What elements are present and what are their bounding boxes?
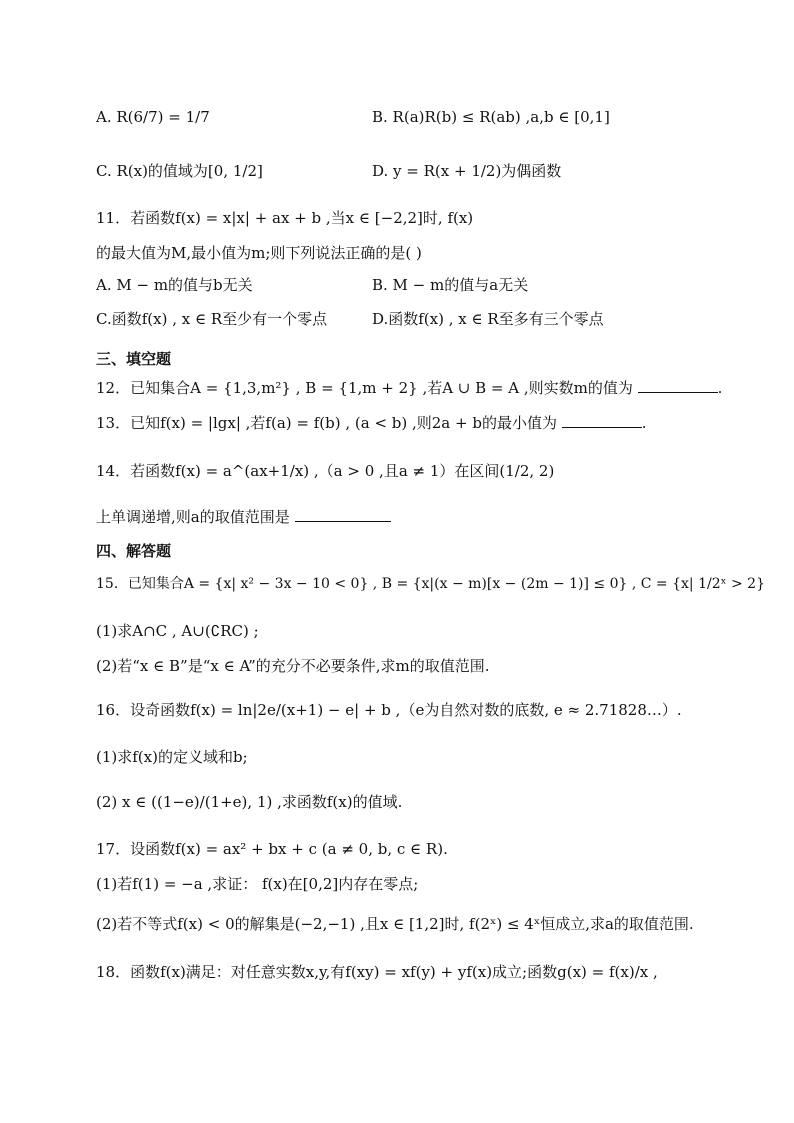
q12-period: . xyxy=(717,379,723,397)
q11-stem: 11．若函数f(x) = x|x| + ax + b ,当x ∈ [−2,2]时, f(x) xyxy=(96,209,474,227)
q12-stem xyxy=(96,377,722,399)
q15-stem: 15．已知集合A = {x| x² − 3x − 10 < 0} , B = {x|(x − m)[x − (2m − 1)] ≤ 0} , C = {x| 1/2ˣ > 2} xyxy=(96,576,765,592)
q17-stem: 17．设函数f(x) = ax² + bx + c (a ≠ 0, b, c ∈ R). xyxy=(96,840,448,858)
q11-stem-cont: 的最大值为M,最小值为m;则下列说法正确的是( ) xyxy=(96,244,422,262)
q13-text: 13．已知f(x) = |lgx| ,若f(a) = f(b) , (a < b) ,则2a + b的最小值为 xyxy=(96,414,557,432)
q11-option-a: A. M − m的值与b无关 xyxy=(96,276,253,294)
section-answer-title: 四、解答题 xyxy=(96,542,172,560)
q18-stem: 18．函数f(x)满足：对任意实数x,y,有f(xy) = xf(y) + yf(x)成立;函数g(x) = f(x)/x , xyxy=(96,963,658,981)
q15-part-2: (2)若“x ∈ B”是“x ∈ A”的充分不必要条件,求m的取值范围. xyxy=(96,657,490,675)
q14-text: 上单调递增,则a的取值范围是 xyxy=(96,508,290,526)
q14-stem-cont xyxy=(96,506,391,528)
q11-option-d: D.函数f(x) , x ∈ R至多有三个零点 xyxy=(372,310,604,328)
q10-option-c: C. R(x)的值域为[0, 1/2] xyxy=(96,162,263,180)
q10-option-d: D. y = R(x + 1/2)为偶函数 xyxy=(372,162,562,180)
q10-option-b: B. R(a)R(b) ≤ R(ab) ,a,b ∈ [0,1] xyxy=(372,108,610,126)
q17-part-1: (1)若f(1) = −a ,求证： f(x)在[0,2]内存在零点; xyxy=(96,875,419,893)
q16-part-2: (2) x ∈ ((1−e)/(1+e), 1) ,求函数f(x)的值域. xyxy=(96,793,403,811)
q11-option-c: C.函数f(x) , x ∈ R至少有一个零点 xyxy=(96,310,328,328)
q14-answer-blank[interactable] xyxy=(295,507,391,522)
q12-text: 12．已知集合A = {1,3,m²} , B = {1,m + 2} ,若A ∪ B = A ,则实数m的值为 xyxy=(96,379,633,397)
q13-answer-blank[interactable] xyxy=(562,413,642,428)
q14-stem: 14．若函数f(x) = a^(ax+1/x) ,（a > 0 ,且a ≠ 1）在区间(1/2, 2) xyxy=(96,462,555,480)
q11-option-b: B. M − m的值与a无关 xyxy=(372,276,529,294)
q13-period: . xyxy=(641,414,647,432)
section-fill-in-title: 三、填空题 xyxy=(96,350,172,368)
q12-answer-blank[interactable] xyxy=(638,378,718,393)
q17-part-2: (2)若不等式f(x) < 0的解集是(−2,−1) ,且x ∈ [1,2]时, f(2ˣ) ≤ 4ˣ恒成立,求a的取值范围. xyxy=(96,915,694,933)
q16-stem: 16．设奇函数f(x) = ln|2e/(x+1) − e| + b ,（e为自然对数的底数, e ≈ 2.71828…）. xyxy=(96,701,682,719)
q15-part-1: (1)求A∩C , A∪(∁RC) ; xyxy=(96,622,259,640)
q13-stem xyxy=(96,412,647,434)
q10-option-a: A. R(6/7) = 1/7 xyxy=(96,108,210,126)
q16-part-1: (1)求f(x)的定义域和b; xyxy=(96,748,248,766)
